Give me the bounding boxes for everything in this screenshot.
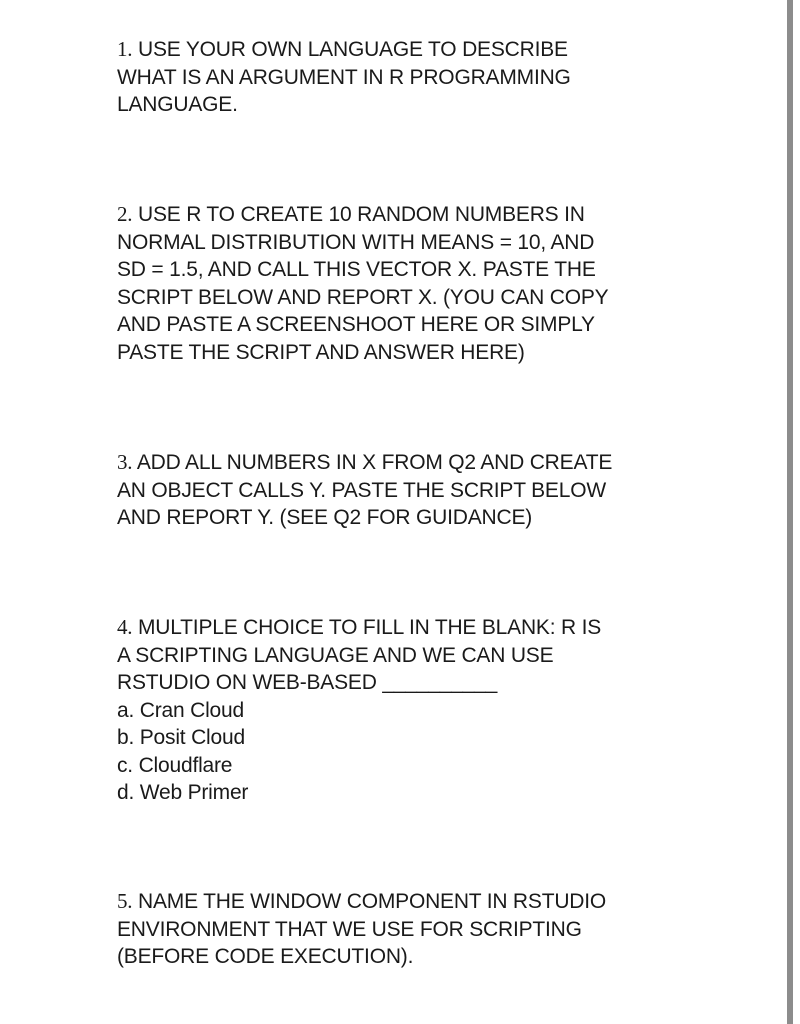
question-number: 2.: [117, 202, 133, 226]
question-line: LANGUAGE.: [117, 93, 238, 116]
question-line: AN OBJECT CALLS Y. PASTE THE SCRIPT BELOW: [117, 478, 606, 502]
question-line: WHAT IS AN ARGUMENT IN R PROGRAMMING: [117, 65, 571, 89]
question-number: 5.: [117, 889, 133, 913]
question-line: ENVIRONMENT THAT WE USE FOR SCRIPTING: [117, 917, 582, 941]
question-line: 1. USE YOUR OWN LANGUAGE TO DESCRIBE: [117, 37, 568, 61]
question-line: AND REPORT Y. (SEE Q2 FOR GUIDANCE): [117, 506, 533, 529]
question-line: NORMAL DISTRIBUTION WITH MEANS = 10, AND: [117, 230, 595, 254]
question-line: 4. MULTIPLE CHOICE TO FILL IN THE BLANK: R IS: [117, 615, 602, 639]
question-line: SCRIPT BELOW AND REPORT X. (YOU CAN COPY: [117, 285, 609, 309]
question-number: 1.: [117, 37, 133, 61]
question-5: [117, 888, 697, 971]
question-number: 4.: [117, 615, 133, 639]
question-3: [117, 449, 697, 532]
answer-options: [117, 697, 697, 807]
question-line: 5. NAME THE WINDOW COMPONENT IN RSTUDIO: [117, 889, 607, 913]
question-line: (BEFORE CODE EXECUTION).: [117, 945, 414, 968]
question-line: A SCRIPTING LANGUAGE AND WE CAN USE: [117, 643, 554, 667]
question-2: [117, 201, 697, 366]
answer-option-b: b. Posit Cloud: [117, 726, 245, 749]
question-line: RSTUDIO ON WEB-BASED __________: [117, 671, 498, 694]
question-4: [117, 614, 697, 807]
question-line: SD = 1.5, AND CALL THIS VECTOR X. PASTE THE: [117, 258, 596, 281]
answer-option-c: c. Cloudflare: [117, 753, 233, 777]
answer-option-a: a. Cran Cloud: [117, 698, 244, 722]
question-line: AND PASTE A SCREENSHOOT HERE OR SIMPLY: [117, 313, 595, 336]
question-line: 2. USE R TO CREATE 10 RANDOM NUMBERS IN: [117, 202, 585, 226]
question-line: PASTE THE SCRIPT AND ANSWER HERE): [117, 340, 525, 364]
question-1: [117, 36, 697, 119]
question-number: 3.: [117, 450, 133, 474]
page-gutter: [793, 0, 800, 1024]
answer-option-d: d. Web Primer: [117, 781, 249, 804]
question-line: 3. ADD ALL NUMBERS IN X FROM Q2 AND CREATE: [117, 450, 613, 474]
